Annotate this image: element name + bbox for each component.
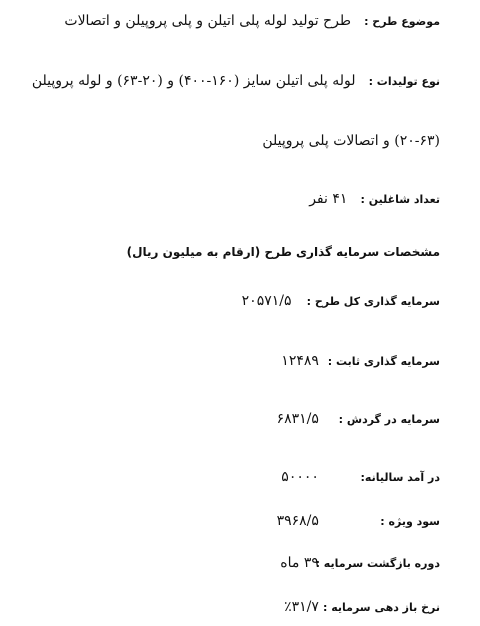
products-value-line-2: (۲۰-۶۳) و اتصالات پلی پروپیلن (262, 133, 440, 149)
subject-line (64, 10, 440, 29)
products-line (32, 70, 440, 89)
employees-line (309, 188, 440, 207)
investment-row-total (242, 290, 440, 309)
products-value-line-1: لوله پلی اتیلن سایز (۱۶۰-۴۰۰) و (۲۰-۶۳) و لوله پروپیلن (31, 73, 356, 89)
item-label: نرخ باز دهی سرمایه : (322, 601, 440, 614)
item-value: ۲۰۵۷۱/۵ (241, 293, 292, 309)
investment-row-working (277, 408, 440, 427)
item-label: در آمد سالیانه: (360, 471, 440, 484)
item-value: ۶۸۳۱/۵ (276, 411, 319, 427)
item-value: ٪۳۱/۷ (284, 599, 319, 615)
item-label: دوره بازگشت سرمایه : (315, 557, 440, 570)
item-label: سود ویژه : (380, 515, 440, 528)
item-value: ۱۲۴۸۹ (281, 353, 319, 369)
products-label: نوع تولیدات : (368, 75, 440, 88)
item-label: سرمایه گذاری ثابت : (327, 355, 440, 368)
item-value: ۳۹۶۸/۵ (276, 513, 319, 529)
item-label: سرمایه در گردش : (338, 413, 440, 426)
investment-row-payback (280, 552, 440, 571)
item-value: ۵۰۰۰۰ (281, 469, 319, 485)
investment-row-revenue (281, 466, 440, 485)
employees-value: ۴۱ نفر (309, 191, 348, 207)
item-label: سرمایه گذاری کل طرح : (306, 295, 440, 308)
item-value: ۳۹ ماه (280, 555, 319, 571)
investment-row-fixed (281, 350, 440, 369)
products-line-2 (262, 130, 440, 149)
employees-label: تعداد شاغلین : (360, 193, 440, 206)
subject-label: موضوع طرح : (364, 15, 440, 28)
investment-row-profit (277, 510, 440, 529)
subject-value: طرح تولید لوله پلی اتیلن و پلی پروپیلن و اتصالات (64, 13, 351, 29)
investment-row-return-rate (284, 596, 440, 615)
investment-heading: مشخصات سرمایه گذاری طرح (ارقام به میلیون ریال) (126, 245, 440, 259)
